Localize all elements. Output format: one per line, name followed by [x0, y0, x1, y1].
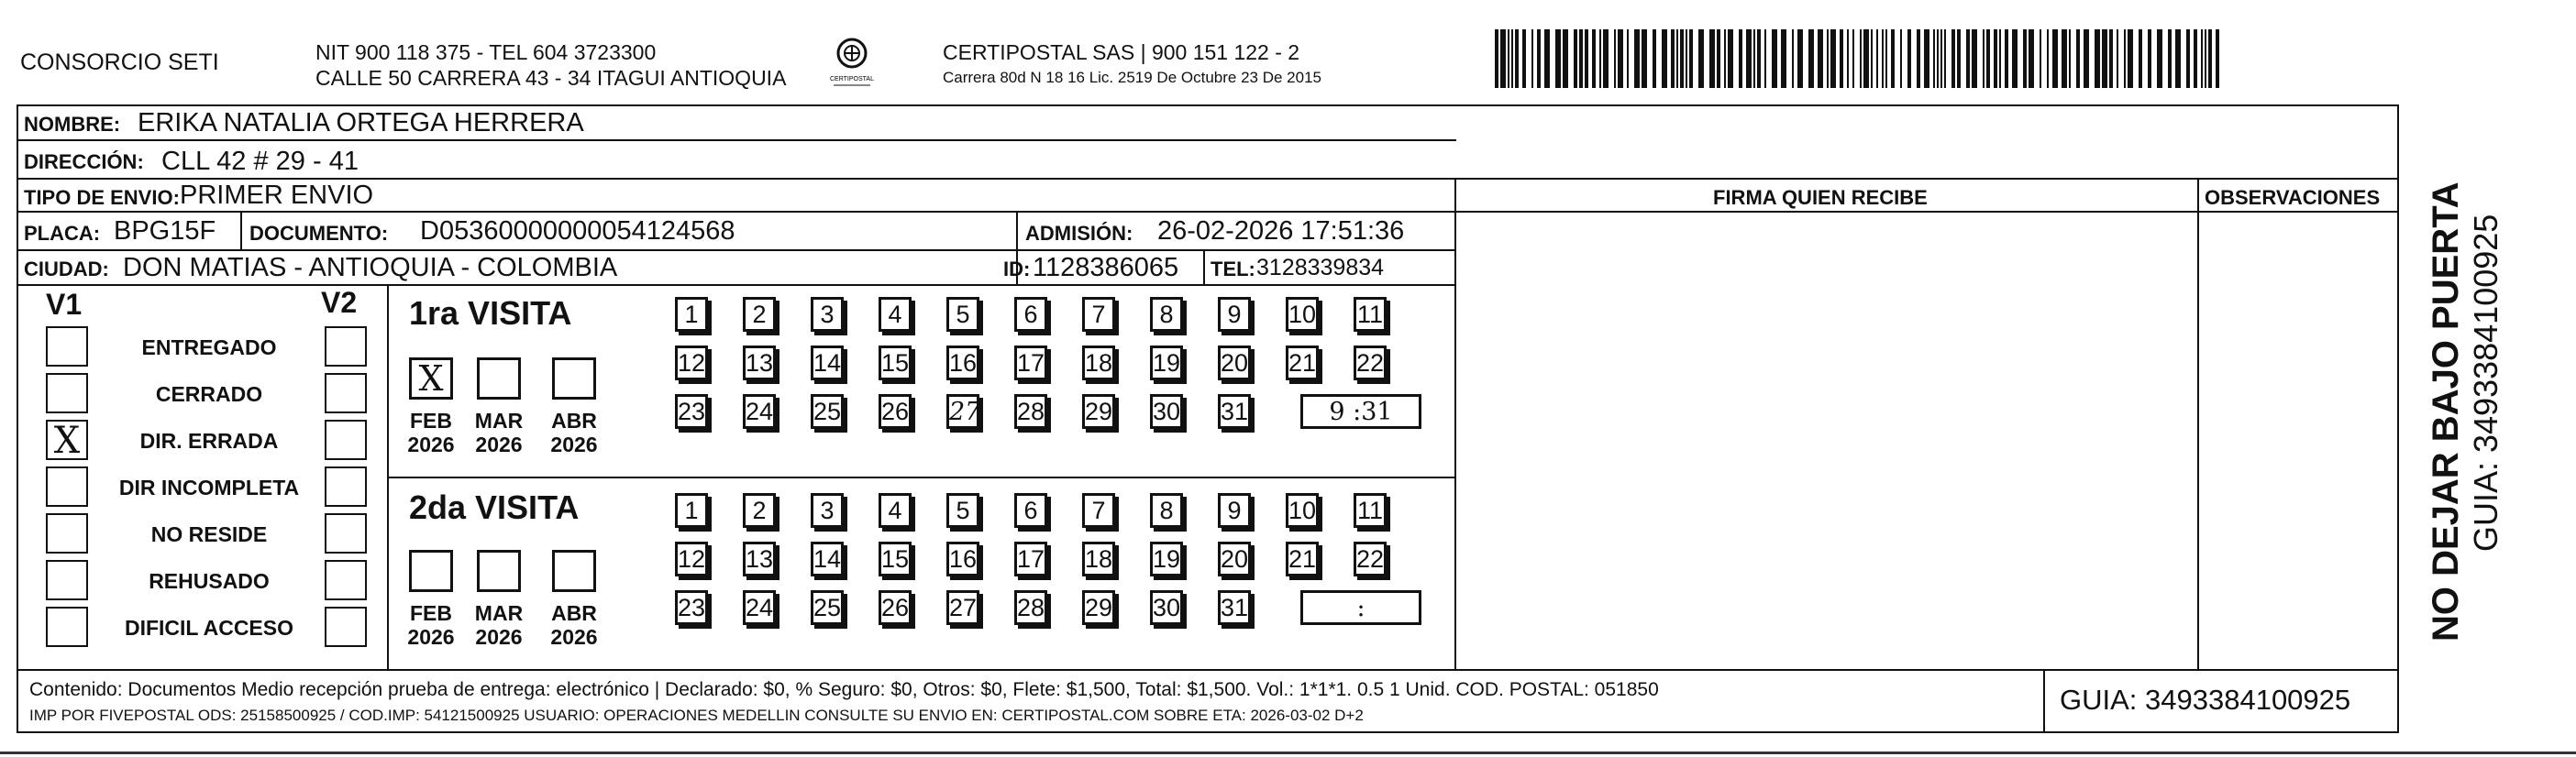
barcode-bar	[2186, 29, 2190, 88]
barcode-bar	[2216, 29, 2219, 88]
barcode-bar	[1966, 29, 1970, 88]
day-box[interactable]: 31	[1218, 590, 1251, 625]
barcode-bar	[2023, 29, 2027, 88]
barcode-bar	[1753, 29, 1755, 88]
month-checkbox[interactable]	[552, 357, 596, 400]
barcode-bar	[1662, 29, 1667, 88]
day-box[interactable]: 14	[811, 542, 844, 576]
sender-line-2: CALLE 50 CARRERA 43 - 34 ITAGUI ANTIOQUIA	[315, 66, 787, 90]
barcode-bar	[2175, 29, 2181, 88]
barcode-bar	[2005, 29, 2008, 88]
form-frame	[17, 104, 2399, 733]
day-box[interactable]: 16	[946, 346, 979, 380]
barcode-bar	[1599, 29, 1601, 88]
barcode-bar	[1698, 29, 1704, 88]
carrier-line-2: Carrera 80d N 18 16 Lic. 2519 De Octubre 23 De 2015	[943, 69, 1321, 86]
barcode-bar	[1900, 29, 1902, 88]
v1-checkbox[interactable]	[46, 607, 88, 647]
side-title: NO DEJAR BAJO PUERTA	[2426, 181, 2466, 642]
barcode-bar	[1585, 29, 1588, 88]
nombre-value: ERIKA NATALIA ORTEGA HERRERA	[138, 108, 584, 137]
day-box[interactable]: 4	[879, 493, 912, 528]
day-box[interactable]: 21	[1286, 542, 1319, 576]
day-box[interactable]: 14	[811, 346, 844, 380]
v1-header: V1	[46, 288, 83, 321]
day-box[interactable]: 26	[879, 394, 912, 429]
day-box[interactable]: 16	[946, 542, 979, 576]
day-box[interactable]: 28	[1014, 394, 1047, 429]
svg-text:CERTIPOSTAL: CERTIPOSTAL	[830, 76, 874, 82]
barcode-bar	[2052, 29, 2058, 88]
tel-label: TEL:	[1211, 258, 1255, 280]
barcode-bar	[1944, 29, 1946, 88]
day-box[interactable]: 18	[1082, 542, 1115, 576]
status-label: DIR INCOMPLETA	[118, 476, 300, 499]
barcode-bar	[1728, 29, 1733, 88]
barcode-bar	[1614, 29, 1616, 88]
ciudad-label: CIUDAD:	[24, 258, 109, 280]
barcode-bar	[1818, 29, 1823, 88]
barcode-bar	[1885, 29, 1887, 88]
day-box[interactable]: 23	[675, 394, 708, 429]
barcode-bar	[1563, 29, 1568, 88]
day-box[interactable]: 1	[675, 297, 708, 332]
month-checkbox[interactable]: X	[409, 357, 453, 400]
barcode-bar	[1840, 29, 1843, 88]
status-label: ENTREGADO	[141, 335, 277, 359]
month-label: MAR 2026	[474, 409, 524, 457]
barcode-bar	[1642, 29, 1647, 88]
day-box[interactable]: 18	[1082, 346, 1115, 380]
barcode-bar	[1717, 29, 1720, 88]
nombre-label: NOMBRE:	[24, 113, 121, 136]
day-box[interactable]: 24	[743, 394, 776, 429]
day-box[interactable]: 7	[1082, 493, 1115, 528]
tipo-envio-label: TIPO DE ENVIO:	[24, 186, 180, 209]
barcode-bar	[1863, 29, 1869, 88]
ciudad-value: DON MATIAS - ANTIOQUIA - COLOMBIA	[123, 253, 618, 282]
barcode-bar	[1891, 29, 1895, 88]
barcode-bar	[2029, 29, 2034, 88]
status-label: DIFICIL ACCESO	[124, 616, 293, 640]
day-box[interactable]: 22	[1354, 542, 1387, 576]
day-box[interactable]: 28	[1014, 590, 1047, 625]
day-box[interactable]: 20	[1218, 346, 1251, 380]
barcode-bar	[1495, 29, 1498, 88]
v2-checkbox[interactable]	[325, 466, 367, 507]
firma-header: FIRMA QUIEN RECIBE	[1713, 186, 1928, 209]
barcode-bar	[2084, 29, 2089, 88]
day-box[interactable]: 3	[811, 297, 844, 332]
day-box[interactable]: 12	[675, 346, 708, 380]
day-box[interactable]: 29	[1082, 590, 1115, 625]
barcode-bar	[2076, 29, 2080, 88]
barcode-bar	[1676, 29, 1678, 88]
barcode-bar	[2139, 29, 2142, 88]
barcode	[1495, 29, 2228, 88]
barcode-bar	[2148, 29, 2151, 88]
barcode-bar	[2208, 29, 2212, 88]
status-label: REHUSADO	[149, 569, 270, 593]
month-label: FEB 2026	[407, 409, 455, 457]
barcode-bar	[2012, 29, 2018, 88]
v2-checkbox[interactable]	[325, 560, 367, 600]
barcode-bar	[1882, 29, 1884, 88]
barcode-bar	[1603, 29, 1609, 88]
barcode-bar	[2095, 29, 2100, 88]
barcode-bar	[2040, 29, 2041, 88]
direccion-label: DIRECCIÓN:	[24, 150, 144, 173]
barcode-bar	[1555, 29, 1561, 88]
barcode-bar	[1917, 29, 1920, 88]
barcode-bar	[1957, 29, 1961, 88]
barcode-bar	[1772, 29, 1777, 88]
barcode-bar	[1579, 29, 1583, 88]
barcode-bar	[2128, 29, 2133, 88]
barcode-bar	[1757, 29, 1761, 88]
barcode-bar	[1830, 29, 1836, 88]
barcode-bar	[1972, 29, 1977, 88]
barcode-bar	[1994, 29, 1997, 88]
day-box[interactable]: 27	[946, 394, 979, 429]
day-box[interactable]: 8	[1150, 493, 1183, 528]
barcode-bar	[2102, 29, 2107, 88]
day-box[interactable]: 8	[1150, 297, 1183, 332]
barcode-bar	[1871, 29, 1873, 88]
barcode-bar	[1999, 29, 2001, 88]
month-checkbox[interactable]	[552, 550, 596, 592]
barcode-bar	[1876, 29, 1878, 88]
documento-label: DOCUMENTO:	[249, 222, 389, 245]
barcode-bar	[1634, 29, 1640, 88]
barcode-bar	[1508, 29, 1509, 88]
v2-checkbox[interactable]	[325, 513, 367, 554]
barcode-bar	[1940, 29, 1942, 88]
v2-checkbox[interactable]	[325, 420, 367, 460]
admision-value: 26-02-2026 17:51:36	[1157, 216, 1405, 246]
barcode-bar	[1986, 29, 1990, 88]
barcode-bar	[1933, 29, 1935, 88]
barcode-bar	[1686, 29, 1687, 88]
day-box[interactable]: 5	[946, 297, 979, 332]
barcode-bar	[2205, 29, 2206, 88]
v2-checkbox[interactable]	[325, 326, 367, 367]
day-box[interactable]: 30	[1150, 590, 1183, 625]
day-box[interactable]: 25	[811, 394, 844, 429]
day-box[interactable]: 19	[1150, 346, 1183, 380]
v2-checkbox[interactable]	[325, 373, 367, 413]
day-box[interactable]: 26	[879, 590, 912, 625]
day-box[interactable]: 6	[1014, 297, 1047, 332]
barcode-bar	[1653, 29, 1656, 88]
barcode-bar	[1792, 29, 1794, 88]
month-label: ABR 2026	[550, 601, 598, 650]
day-box[interactable]: 15	[879, 346, 912, 380]
day-box[interactable]: 15	[879, 542, 912, 576]
day-box[interactable]: 9	[1218, 493, 1251, 528]
barcode-bar	[1937, 29, 1939, 88]
v1-checkbox[interactable]	[46, 513, 88, 554]
tipo-envio-value: PRIMER ENVIO	[180, 181, 374, 210]
status-label: NO RESIDE	[150, 522, 268, 546]
day-box[interactable]: 29	[1082, 394, 1115, 429]
barcode-bar	[2168, 29, 2172, 88]
observaciones-header: OBSERVACIONES	[2205, 186, 2381, 209]
barcode-bar	[1860, 29, 1862, 88]
sender-line-1: NIT 900 118 375 - TEL 604 3723300	[315, 40, 657, 64]
day-box[interactable]: 17	[1014, 542, 1047, 576]
documento-value: D05360000000054124568	[420, 216, 735, 246]
day-box[interactable]: 6	[1014, 493, 1047, 528]
day-box[interactable]: 24	[743, 590, 776, 625]
day-box[interactable]: 21	[1286, 346, 1319, 380]
month-checkbox[interactable]	[477, 550, 521, 592]
second-visit-title: 2da VISITA	[409, 488, 580, 526]
day-box[interactable]: 22	[1354, 346, 1387, 380]
barcode-bar	[1680, 29, 1684, 88]
carrier-line-1: CERTIPOSTAL SAS | 900 151 122 - 2	[943, 40, 1300, 64]
v1-checkbox[interactable]	[46, 560, 88, 600]
barcode-bar	[1627, 29, 1629, 88]
barcode-bar	[2109, 29, 2113, 88]
barcode-bar	[1781, 29, 1786, 88]
day-box[interactable]: 4	[879, 297, 912, 332]
day-box[interactable]: 10	[1286, 493, 1319, 528]
id-label: ID:	[1003, 258, 1031, 280]
sender-name: CONSORCIO SETI	[20, 49, 219, 75]
barcode-bar	[2157, 29, 2162, 88]
barcode-bar	[1808, 29, 1814, 88]
barcode-bar	[1544, 29, 1550, 88]
barcode-bar	[1724, 29, 1726, 88]
barcode-bar	[1746, 29, 1752, 88]
month-label: MAR 2026	[474, 601, 524, 650]
day-box[interactable]: 7	[1082, 297, 1115, 332]
time-box[interactable]: 9 :31	[1300, 394, 1421, 429]
barcode-bar	[1511, 29, 1513, 88]
time-box[interactable]: :	[1300, 590, 1421, 625]
v2-header: V2	[321, 286, 358, 319]
barcode-bar	[1592, 29, 1596, 88]
barcode-bar	[2194, 29, 2197, 88]
barcode-bar	[1515, 29, 1519, 88]
day-box[interactable]: 23	[675, 590, 708, 625]
day-box[interactable]: 27	[946, 590, 979, 625]
admision-label: ADMISIÓN:	[1025, 222, 1133, 245]
v1-checkbox[interactable]	[46, 373, 88, 413]
barcode-bar	[1924, 29, 1929, 88]
barcode-bar	[1797, 29, 1803, 88]
barcode-bar	[2047, 29, 2049, 88]
barcode-bar	[1537, 29, 1541, 88]
first-visit-title: 1ra VISITA	[409, 294, 572, 332]
tel-value: 3128339834	[1256, 255, 1385, 280]
v1-checkbox[interactable]	[46, 466, 88, 507]
day-box[interactable]: 25	[811, 590, 844, 625]
barcode-bar	[1852, 29, 1854, 88]
month-checkbox[interactable]	[477, 357, 521, 400]
barcode-bar	[2069, 29, 2071, 88]
day-box[interactable]: 11	[1354, 493, 1387, 528]
placa-label: PLACA:	[24, 222, 101, 245]
barcode-bar	[1983, 29, 1985, 88]
barcode-bar	[1847, 29, 1849, 88]
barcode-bar	[2117, 29, 2118, 88]
direccion-value: CLL 42 # 29 - 41	[161, 147, 359, 176]
day-box[interactable]: 2	[743, 493, 776, 528]
side-guia: GUIA: 3493384100925	[2467, 214, 2504, 552]
month-checkbox[interactable]	[409, 550, 453, 592]
id-value: 1128386065	[1033, 253, 1179, 282]
barcode-bar	[1671, 29, 1675, 88]
day-box[interactable]: 12	[675, 542, 708, 576]
day-box[interactable]: 13	[743, 346, 776, 380]
day-box[interactable]: 11	[1354, 297, 1387, 332]
status-label: CERRADO	[155, 382, 263, 406]
v1-checkbox[interactable]: X	[46, 420, 88, 460]
barcode-bar	[1500, 29, 1506, 88]
barcode-bar	[1907, 29, 1911, 88]
day-box[interactable]: 3	[811, 493, 844, 528]
status-label: DIR. ERRADA	[139, 429, 279, 453]
v2-checkbox[interactable]	[325, 607, 367, 647]
day-box[interactable]: 31	[1218, 394, 1251, 429]
day-box[interactable]: 9	[1218, 297, 1251, 332]
day-box[interactable]: 19	[1150, 542, 1183, 576]
barcode-bar	[1574, 29, 1577, 88]
day-box[interactable]: 2	[743, 297, 776, 332]
month-label: FEB 2026	[407, 601, 455, 650]
placa-value: BPG15F	[114, 216, 216, 246]
day-box[interactable]: 5	[946, 493, 979, 528]
barcode-bar	[1531, 29, 1533, 88]
barcode-bar	[1522, 29, 1526, 88]
month-label: ABR 2026	[550, 409, 598, 457]
barcode-bar	[2062, 29, 2067, 88]
day-box[interactable]: 20	[1218, 542, 1251, 576]
certipostal-logo	[829, 37, 875, 90]
day-box[interactable]: 30	[1150, 394, 1183, 429]
barcode-bar	[1951, 29, 1955, 88]
barcode-bar	[1827, 29, 1829, 88]
barcode-bar	[2201, 29, 2203, 88]
barcode-bar	[1764, 29, 1766, 88]
footer-guia: GUIA: 3493384100925	[2060, 684, 2351, 716]
footer-print-line: IMP POR FIVEPOSTAL ODS: 25158500925 / COD.IMP: 54121500925 USUARIO: OPERACIONES MEDELLIN CONSULTE SU ENVIO EN: CERTIPOSTAL.COM SOBRE ETA: 2026-03-02 D+2	[29, 707, 1364, 724]
v1-checkbox[interactable]	[46, 326, 88, 367]
day-box[interactable]: 1	[675, 493, 708, 528]
barcode-bar	[1618, 29, 1623, 88]
day-box[interactable]: 17	[1014, 346, 1047, 380]
barcode-bar	[1689, 29, 1693, 88]
barcode-bar	[1709, 29, 1715, 88]
footer-contents-line: Contenido: Documentos Medio recepción prueba de entrega: electrónico | Declarado: $0, % Seguro: $0, Otros: $0, Flete: $1,500, Total: $1,500. Vol.: 1*1*1. 0.5 1 Unid. COD. POSTAL: 051850	[29, 679, 1659, 700]
barcode-bar	[1739, 29, 1742, 88]
day-box[interactable]: 13	[743, 542, 776, 576]
day-box[interactable]: 10	[1286, 297, 1319, 332]
barcode-bar	[2124, 29, 2126, 88]
